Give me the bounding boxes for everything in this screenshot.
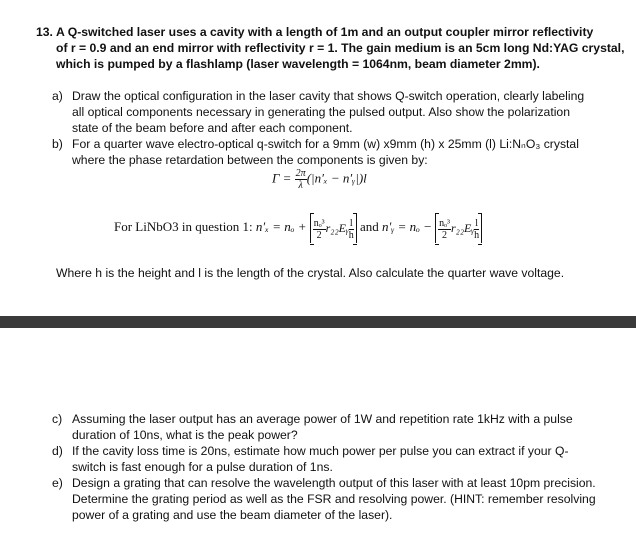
frac-denominator: 2 (316, 229, 322, 241)
gamma-rhs: (|n′ₓ − n′ᵧ|)l (306, 170, 367, 186)
two-pi-over-lambda (295, 168, 307, 191)
eq-ny: n′ᵧ = nₒ − (382, 218, 436, 234)
no-cubed-over-2 (313, 218, 326, 241)
part-b-line: where the phase retardation between the components is given by: (72, 153, 428, 167)
part-e-line: Determine the grating period as well as the FSR and resolving power. (HINT: remember resolving (72, 492, 596, 506)
l-over-h (474, 218, 479, 241)
part-a-line: Draw the optical configuration in the laser cavity that shows Q-switch operation, clearly labeling (72, 89, 585, 103)
part-c-label: c) (52, 412, 63, 426)
frac-numerator: 2π (295, 168, 306, 179)
part-e-line: Design a grating that can resolve the wavelength output of this laser with at least 10pm precision. (72, 476, 596, 490)
part-d-label: d) (52, 444, 63, 458)
part-c-line: duration of 10ns, what is the peak power? (72, 428, 298, 442)
eq-nx: n′ₓ = nₒ + (255, 218, 310, 234)
frac-denominator: 2 (442, 229, 448, 241)
part-a-label: a) (52, 89, 63, 103)
part-b-label: b) (52, 137, 63, 151)
part-c-line: Assuming the laser output has an average power of 1W and repetition rate 1kHz with a pulse (72, 412, 573, 426)
r22-ey: r₂₂Eᵧ (451, 221, 475, 235)
question-number: 13. (36, 25, 53, 39)
part-d-line: If the cavity loss time is 20ns, estimate how much power per pulse you can extract if your Q- (72, 444, 569, 458)
eq-and: and (356, 218, 382, 234)
eq-prefix: For LiNbO3 in question 1: (114, 218, 256, 234)
no-cubed-over-2 (438, 218, 451, 241)
part-b-line: For a quarter wave electro-optical q-switch for a 9mm (w) x9mm (h) x 25mm (l) Li:NₙO₃ crystal (72, 137, 579, 151)
bracket-term-2 (435, 213, 482, 243)
part-a-line: state of the beam before and after each component. (72, 121, 353, 135)
retardation-formula (272, 168, 367, 191)
frac-numerator: nₒ³ (313, 217, 325, 229)
l-over-h (349, 218, 354, 241)
question-line: of r = 0.9 and an end mirror with reflectivity r = 1. The gain medium is an 5cm long Nd:YAG crystal, (56, 41, 625, 55)
r22-ey: r₂₂Eᵧ (325, 221, 349, 235)
linbo3-equations (114, 213, 482, 243)
bracket-term-1 (310, 213, 357, 243)
part-e-line: power of a grating and use the beam diameter of the laser). (72, 508, 393, 522)
frac-denominator: h (348, 229, 354, 241)
frac-denominator: λ (298, 180, 303, 191)
frac-denominator: h (474, 229, 480, 241)
question-line: which is pumped by a flashlamp (laser wavelength = 1064nm, beam diameter 2mm). (56, 57, 540, 71)
frac-numerator: nₒ³ (439, 217, 450, 229)
part-b-note: Where h is the height and l is the length of the crystal. Also calculate the quarter wave voltage. (56, 266, 565, 280)
part-e-label: e) (52, 476, 63, 490)
gamma-lhs: Γ = (272, 170, 295, 186)
part-a-line: all optical components necessary in generating the pulsed output. Also show the polarization (72, 105, 570, 119)
frac-numerator: l (349, 217, 353, 229)
question-line: A Q-switched laser uses a cavity with a length of 1m and an output coupler mirror reflectivity (56, 25, 594, 39)
part-d-line: switch is fast enough for a pulse duration of 1ns. (72, 460, 333, 474)
frac-numerator: l (475, 217, 478, 229)
page-divider (0, 316, 636, 328)
